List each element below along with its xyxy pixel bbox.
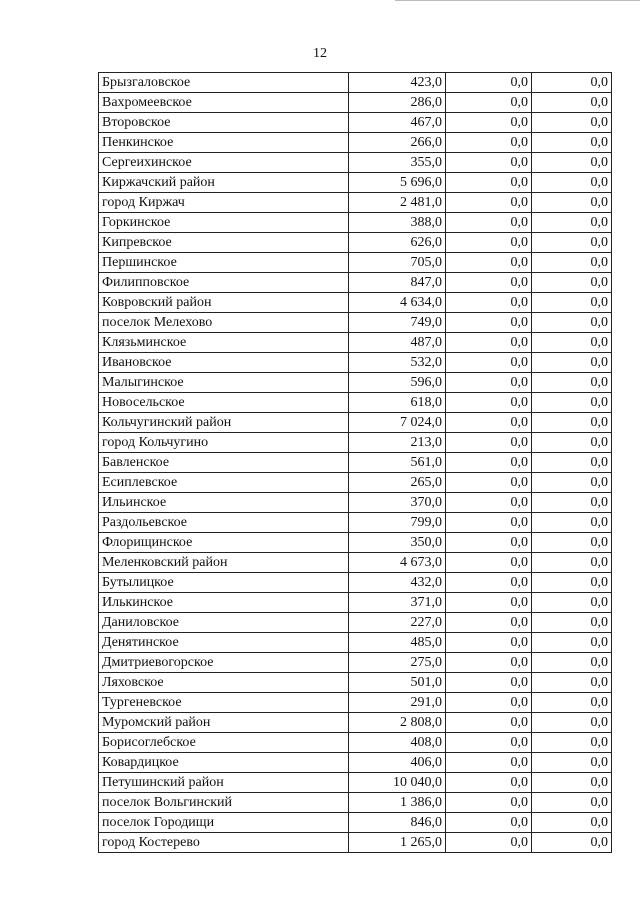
- value-3-cell: 0,0: [532, 253, 612, 273]
- value-2-cell: 0,0: [446, 553, 532, 573]
- value-3-cell: 0,0: [532, 113, 612, 133]
- amount-cell: 501,0: [349, 673, 446, 693]
- amount-cell: 1 265,0: [349, 833, 446, 853]
- municipality-name-cell: Ковровский район: [99, 293, 349, 313]
- table-row: [99, 153, 612, 173]
- value-2-cell: 0,0: [446, 393, 532, 413]
- value-2-cell: 0,0: [446, 573, 532, 593]
- amount-cell: 388,0: [349, 213, 446, 233]
- value-2-cell: 0,0: [446, 133, 532, 153]
- value-3-cell: 0,0: [532, 653, 612, 673]
- municipality-name-cell: поселок Городищи: [99, 813, 349, 833]
- table-row: [99, 93, 612, 113]
- value-2-cell: 0,0: [446, 533, 532, 553]
- municipality-name-cell: город Кольчугино: [99, 433, 349, 453]
- value-3-cell: 0,0: [532, 193, 612, 213]
- amount-cell: 266,0: [349, 133, 446, 153]
- table-row: [99, 193, 612, 213]
- value-3-cell: 0,0: [532, 773, 612, 793]
- value-2-cell: 0,0: [446, 673, 532, 693]
- value-3-cell: 0,0: [532, 313, 612, 333]
- amount-cell: 705,0: [349, 253, 446, 273]
- amount-cell: 799,0: [349, 513, 446, 533]
- amount-cell: 487,0: [349, 333, 446, 353]
- municipality-name-cell: Киржачский район: [99, 173, 349, 193]
- value-3-cell: 0,0: [532, 473, 612, 493]
- municipality-name-cell: Кипревское: [99, 233, 349, 253]
- value-2-cell: 0,0: [446, 773, 532, 793]
- value-3-cell: 0,0: [532, 213, 612, 233]
- municipality-name-cell: Ляховское: [99, 673, 349, 693]
- municipality-name-cell: Раздольевское: [99, 513, 349, 533]
- value-2-cell: 0,0: [446, 593, 532, 613]
- page-number: 12: [313, 46, 327, 61]
- table-row: [99, 413, 612, 433]
- amount-cell: 1 386,0: [349, 793, 446, 813]
- value-3-cell: 0,0: [532, 753, 612, 773]
- amount-cell: 2 481,0: [349, 193, 446, 213]
- municipality-name-cell: Муромский район: [99, 713, 349, 733]
- value-3-cell: 0,0: [532, 713, 612, 733]
- table-row: [99, 293, 612, 313]
- table-row: [99, 433, 612, 453]
- value-3-cell: 0,0: [532, 293, 612, 313]
- municipality-name-cell: Второвское: [99, 113, 349, 133]
- value-3-cell: 0,0: [532, 153, 612, 173]
- table-row: [99, 73, 612, 93]
- amount-cell: 371,0: [349, 593, 446, 613]
- amount-cell: 847,0: [349, 273, 446, 293]
- value-2-cell: 0,0: [446, 493, 532, 513]
- amount-cell: 4 673,0: [349, 553, 446, 573]
- table-row: [99, 353, 612, 373]
- amount-cell: 408,0: [349, 733, 446, 753]
- municipality-name-cell: Борисоглебское: [99, 733, 349, 753]
- value-3-cell: 0,0: [532, 573, 612, 593]
- value-2-cell: 0,0: [446, 413, 532, 433]
- value-2-cell: 0,0: [446, 333, 532, 353]
- table-row: [99, 673, 612, 693]
- amount-cell: 2 808,0: [349, 713, 446, 733]
- value-3-cell: 0,0: [532, 73, 612, 93]
- municipality-name-cell: Ковардицкое: [99, 753, 349, 773]
- municipality-name-cell: Меленковский район: [99, 553, 349, 573]
- table-row: [99, 273, 612, 293]
- value-3-cell: 0,0: [532, 453, 612, 473]
- value-2-cell: 0,0: [446, 173, 532, 193]
- value-2-cell: 0,0: [446, 293, 532, 313]
- value-3-cell: 0,0: [532, 633, 612, 653]
- municipality-name-cell: Сергеихинское: [99, 153, 349, 173]
- table-row: [99, 613, 612, 633]
- amount-cell: 7 024,0: [349, 413, 446, 433]
- table-row: [99, 693, 612, 713]
- amount-cell: 596,0: [349, 373, 446, 393]
- municipality-name-cell: поселок Вольгинский: [99, 793, 349, 813]
- municipality-name-cell: Брызгаловское: [99, 73, 349, 93]
- value-3-cell: 0,0: [532, 693, 612, 713]
- amount-cell: 213,0: [349, 433, 446, 453]
- table-row: [99, 573, 612, 593]
- table-row: [99, 633, 612, 653]
- table-body: [99, 73, 612, 853]
- table-row: [99, 333, 612, 353]
- municipality-name-cell: Першинское: [99, 253, 349, 273]
- value-3-cell: 0,0: [532, 533, 612, 553]
- value-3-cell: 0,0: [532, 233, 612, 253]
- table-row: [99, 173, 612, 193]
- value-2-cell: 0,0: [446, 193, 532, 213]
- amount-cell: 275,0: [349, 653, 446, 673]
- amount-cell: 532,0: [349, 353, 446, 373]
- amount-cell: 406,0: [349, 753, 446, 773]
- table-row: [99, 753, 612, 773]
- amount-cell: 291,0: [349, 693, 446, 713]
- value-2-cell: 0,0: [446, 213, 532, 233]
- table-row: [99, 813, 612, 833]
- municipality-name-cell: Есиплевское: [99, 473, 349, 493]
- municipality-name-cell: Малыгинское: [99, 373, 349, 393]
- value-2-cell: 0,0: [446, 633, 532, 653]
- municipality-name-cell: Клязьминское: [99, 333, 349, 353]
- value-3-cell: 0,0: [532, 793, 612, 813]
- table-row: [99, 713, 612, 733]
- value-2-cell: 0,0: [446, 153, 532, 173]
- table-row: [99, 253, 612, 273]
- municipality-name-cell: Петушинский район: [99, 773, 349, 793]
- table-row: [99, 393, 612, 413]
- amount-cell: 467,0: [349, 113, 446, 133]
- value-3-cell: 0,0: [532, 273, 612, 293]
- value-3-cell: 0,0: [532, 613, 612, 633]
- value-2-cell: 0,0: [446, 353, 532, 373]
- table-row: [99, 553, 612, 573]
- amount-cell: 227,0: [349, 613, 446, 633]
- value-2-cell: 0,0: [446, 473, 532, 493]
- municipality-name-cell: Даниловское: [99, 613, 349, 633]
- amount-cell: 485,0: [349, 633, 446, 653]
- value-2-cell: 0,0: [446, 653, 532, 673]
- municipality-name-cell: Вахромеевское: [99, 93, 349, 113]
- table-row: [99, 493, 612, 513]
- amount-cell: 749,0: [349, 313, 446, 333]
- amount-cell: 370,0: [349, 493, 446, 513]
- value-3-cell: 0,0: [532, 813, 612, 833]
- value-2-cell: 0,0: [446, 73, 532, 93]
- value-2-cell: 0,0: [446, 613, 532, 633]
- value-3-cell: 0,0: [532, 373, 612, 393]
- municipality-name-cell: Дмитриевогорское: [99, 653, 349, 673]
- value-3-cell: 0,0: [532, 493, 612, 513]
- municipality-name-cell: Горкинское: [99, 213, 349, 233]
- municipality-name-cell: Новосельское: [99, 393, 349, 413]
- value-3-cell: 0,0: [532, 353, 612, 373]
- amount-cell: 561,0: [349, 453, 446, 473]
- value-3-cell: 0,0: [532, 173, 612, 193]
- amount-cell: 286,0: [349, 93, 446, 113]
- municipality-name-cell: Илькинское: [99, 593, 349, 613]
- value-2-cell: 0,0: [446, 733, 532, 753]
- table-row: [99, 653, 612, 673]
- municipality-name-cell: Тургеневское: [99, 693, 349, 713]
- table-row: [99, 593, 612, 613]
- municipality-name-cell: Бавленское: [99, 453, 349, 473]
- table-row: [99, 773, 612, 793]
- table-row: [99, 453, 612, 473]
- amount-cell: 265,0: [349, 473, 446, 493]
- amount-cell: 423,0: [349, 73, 446, 93]
- amount-cell: 355,0: [349, 153, 446, 173]
- amount-cell: 432,0: [349, 573, 446, 593]
- value-3-cell: 0,0: [532, 433, 612, 453]
- value-2-cell: 0,0: [446, 93, 532, 113]
- value-2-cell: 0,0: [446, 453, 532, 473]
- value-2-cell: 0,0: [446, 513, 532, 533]
- municipality-name-cell: Ильинское: [99, 493, 349, 513]
- value-3-cell: 0,0: [532, 833, 612, 853]
- municipality-name-cell: Бутылицкое: [99, 573, 349, 593]
- value-3-cell: 0,0: [532, 673, 612, 693]
- amount-cell: 618,0: [349, 393, 446, 413]
- table-row: [99, 133, 612, 153]
- value-2-cell: 0,0: [446, 233, 532, 253]
- amount-cell: 10 040,0: [349, 773, 446, 793]
- value-2-cell: 0,0: [446, 253, 532, 273]
- value-2-cell: 0,0: [446, 713, 532, 733]
- value-3-cell: 0,0: [532, 593, 612, 613]
- value-3-cell: 0,0: [532, 333, 612, 353]
- municipality-name-cell: поселок Мелехово: [99, 313, 349, 333]
- value-2-cell: 0,0: [446, 693, 532, 713]
- value-3-cell: 0,0: [532, 513, 612, 533]
- table-row: [99, 113, 612, 133]
- amount-cell: 626,0: [349, 233, 446, 253]
- value-2-cell: 0,0: [446, 833, 532, 853]
- amount-cell: 5 696,0: [349, 173, 446, 193]
- amount-cell: 350,0: [349, 533, 446, 553]
- table-row: [99, 833, 612, 853]
- table-row: [99, 373, 612, 393]
- scan-edge-line: [395, 0, 640, 1]
- municipality-name-cell: Кольчугинский район: [99, 413, 349, 433]
- amount-cell: 4 634,0: [349, 293, 446, 313]
- municipality-name-cell: Денятинское: [99, 633, 349, 653]
- value-3-cell: 0,0: [532, 553, 612, 573]
- table-row: [99, 733, 612, 753]
- value-3-cell: 0,0: [532, 133, 612, 153]
- table-row: [99, 233, 612, 253]
- table-row: [99, 213, 612, 233]
- value-3-cell: 0,0: [532, 413, 612, 433]
- value-3-cell: 0,0: [532, 93, 612, 113]
- value-2-cell: 0,0: [446, 273, 532, 293]
- table-row: [99, 533, 612, 553]
- table-row: [99, 313, 612, 333]
- table-row: [99, 793, 612, 813]
- municipality-name-cell: Флорищинское: [99, 533, 349, 553]
- table-row: [99, 473, 612, 493]
- value-3-cell: 0,0: [532, 393, 612, 413]
- budget-table: [98, 72, 612, 853]
- municipality-name-cell: Ивановское: [99, 353, 349, 373]
- value-2-cell: 0,0: [446, 813, 532, 833]
- value-2-cell: 0,0: [446, 113, 532, 133]
- value-3-cell: 0,0: [532, 733, 612, 753]
- municipality-name-cell: Пенкинское: [99, 133, 349, 153]
- value-2-cell: 0,0: [446, 373, 532, 393]
- value-2-cell: 0,0: [446, 433, 532, 453]
- amount-cell: 846,0: [349, 813, 446, 833]
- municipality-name-cell: Филипповское: [99, 273, 349, 293]
- municipality-name-cell: город Киржач: [99, 193, 349, 213]
- table-row: [99, 513, 612, 533]
- municipality-name-cell: город Костерево: [99, 833, 349, 853]
- value-2-cell: 0,0: [446, 793, 532, 813]
- value-2-cell: 0,0: [446, 753, 532, 773]
- value-2-cell: 0,0: [446, 313, 532, 333]
